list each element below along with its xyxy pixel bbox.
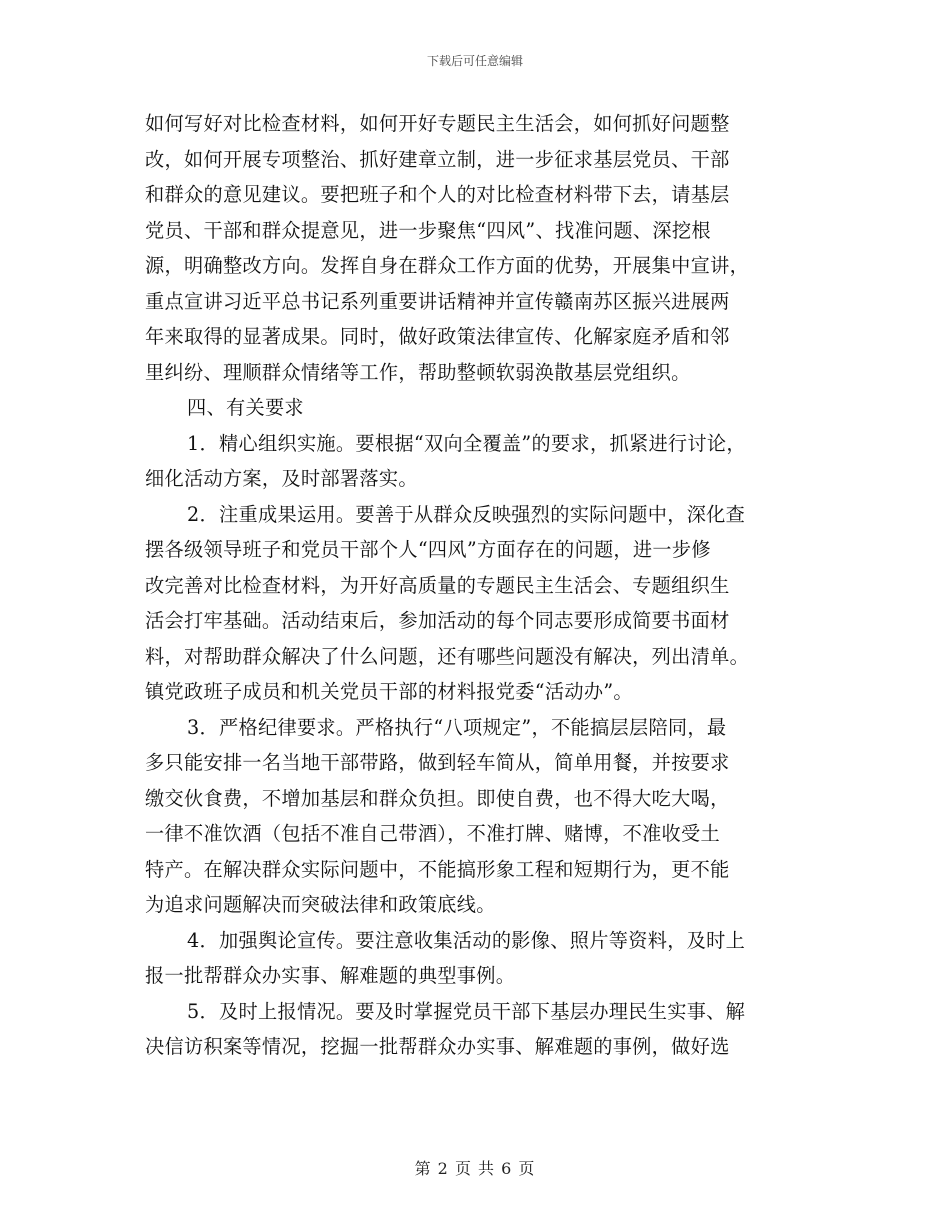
text-line: 决信访积案等情况，挖掘一批帮群众办实事、解难题的事例，做好选 xyxy=(145,1035,730,1058)
text-line: 活会打牢基础。活动结束后，参加活动的每个同志要形成简要书面材 xyxy=(145,609,730,632)
text-line: 2．注重成果运用。要善于从群众反映强烈的实际问题中，深化查 xyxy=(187,502,746,526)
text-line: 5．及时上报情况。要及时掌握党员干部下基层办理民生实事、解 xyxy=(187,999,746,1023)
text-line: 缴交伙食费，不增加基层和群众负担。即使自费，也不得大吃大喝， xyxy=(145,786,730,810)
text-line: 多只能安排一名当地干部带路，做到轻车简从，简单用餐，并按要求 xyxy=(145,751,730,774)
page-header: 下载后可任意编辑 xyxy=(426,54,523,68)
text-line: 为追求问题解决而突破法律和政策底线。 xyxy=(145,893,496,916)
text-line: 改完善对比检查材料，为开好高质量的专题民主生活会、专题组织生 xyxy=(145,573,730,597)
text-line: 特产。在解决群众实际问题中，不能搞形象工程和短期行为，更不能 xyxy=(145,857,730,881)
section-heading: 四、有关要求 xyxy=(187,396,304,419)
text-line: 镇党政班子成员和机关党员干部的材料报党委“活动办”。 xyxy=(145,680,633,703)
text-line: 报一批帮群众办实事、解难题的典型事例。 xyxy=(145,964,516,987)
text-line: 党员、干部和群众提意见，进一步聚焦“四风”、找准问题、深挖根 xyxy=(145,218,711,242)
text-line: 摆各级领导班子和党员干部个人“四风”方面存在的问题，进一步修 xyxy=(145,538,711,561)
text-line: 3．严格纪律要求。严格执行“八项规定”，不能搞层层陪同，最 xyxy=(187,715,727,739)
text-line: 1．精心组织实施。要根据“双向全覆盖”的要求，抓紧进行讨论， xyxy=(187,431,746,455)
text-line: 里纠纷、理顺群众情绪等工作，帮助整顿软弱涣散基层党组织。 xyxy=(145,360,691,384)
text-line: 和群众的意见建议。要把班子和个人的对比检查材料带下去，请基层 xyxy=(145,183,730,206)
text-line: 料，对帮助群众解决了什么问题，还有哪些问题没有解决，列出清单。 xyxy=(145,644,750,668)
text-line: 如何写好对比检查材料，如何开好专题民主生活会，如何抓好问题整 xyxy=(145,112,730,135)
text-line: 一律不准饮酒（包括不准自己带酒），不准打牌、赌博，不准收受土 xyxy=(145,822,721,845)
page-footer: 第 2 页 共 6 页 xyxy=(414,1159,536,1178)
document-body xyxy=(145,106,815,1065)
text-line: 4．加强舆论宣传。要注意收集活动的影像、照片等资料，及时上 xyxy=(187,928,746,952)
text-line: 重点宣讲习近平总书记系列重要讲话精神并宣传赣南苏区振兴进展两 xyxy=(145,289,730,313)
text-line: 源，明确整改方向。发挥自身在群众工作方面的优势，开展集中宣讲， xyxy=(145,254,750,277)
text-line: 改，如何开展专项整治、抓好建章立制，进一步征求基层党员、干部 xyxy=(145,147,730,171)
text-line: 年来取得的显著成果。同时，做好政策法律宣传、化解家庭矛盾和邻 xyxy=(145,325,730,348)
text-line: 细化活动方案，及时部署落实。 xyxy=(145,467,418,490)
